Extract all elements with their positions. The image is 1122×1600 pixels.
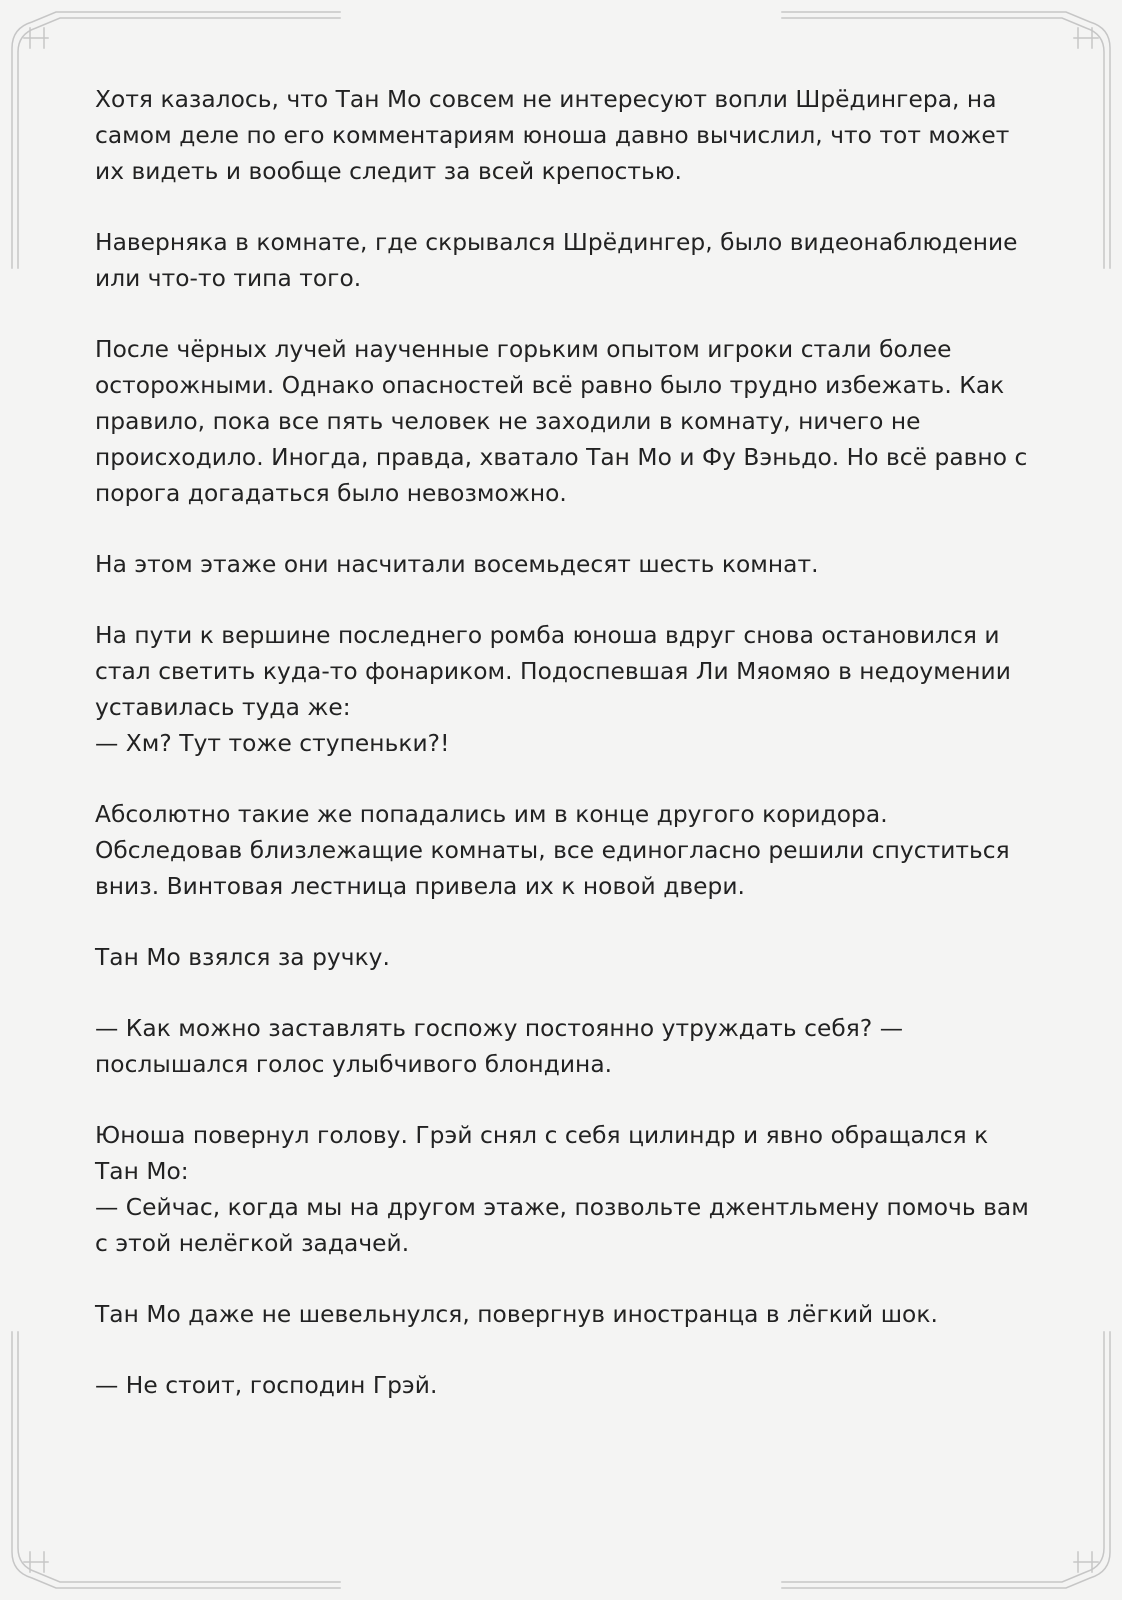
text-line: На пути к вершине последнего ромба юноша вдруг снова остановился и xyxy=(95,622,1000,649)
text-line: Абсолютно такие же попадались им в конце другого коридора. xyxy=(95,801,888,828)
text-line: уставилась туда же: xyxy=(95,694,351,721)
text-line: Тан Мо даже не шевельнулся, повергнув иностранца в лёгкий шок. xyxy=(95,1301,938,1328)
text-line: Юноша повернул голову. Грэй снял с себя цилиндр и явно обращался к xyxy=(95,1122,989,1149)
text-line: Обследовав близлежащие комнаты, все единогласно решили спуститься xyxy=(95,837,1010,864)
paragraph-9 xyxy=(95,1118,1030,1262)
text-line: происходило. Иногда, правда, хватало Тан Мо и Фу Вэньдо. Но всё равно с xyxy=(95,444,1028,471)
paragraph-10 xyxy=(95,1297,1030,1333)
text-line: правило, пока все пять человек не заходили в комнату, ничего не xyxy=(95,408,921,435)
text-line: их видеть и вообще следит за всей крепостью. xyxy=(95,158,682,185)
text-line: или что-то типа того. xyxy=(95,265,362,292)
paragraph-6 xyxy=(95,797,1030,905)
text-line: осторожными. Однако опасностей всё равно было трудно избежать. Как xyxy=(95,372,1005,399)
paragraph-1 xyxy=(95,82,1030,190)
text-line: с этой нелёгкой задачей. xyxy=(95,1230,410,1257)
paragraph-11 xyxy=(95,1368,1030,1404)
text-line: После чёрных лучей наученные горьким опытом игроки стали более xyxy=(95,336,952,363)
text-line: стал светить куда-то фонариком. Подоспевшая Ли Мяомяо в недоумении xyxy=(95,658,1011,685)
text-line: На этом этаже они насчитали восемьдесят шесть комнат. xyxy=(95,551,819,578)
text-line: Тан Мо взялся за ручку. xyxy=(95,944,390,971)
text-line: порога догадаться было невозможно. xyxy=(95,480,567,507)
text-line: самом деле по его комментариям юноша давно вычислил, что тот может xyxy=(95,122,1010,149)
paragraph-7 xyxy=(95,940,1030,976)
dialogue-line: — Как можно заставлять госпожу постоянно утруждать себя? — xyxy=(95,1015,904,1042)
paragraph-4 xyxy=(95,547,1030,583)
paragraph-3 xyxy=(95,332,1030,512)
text-line: вниз. Винтовая лестница привела их к новой двери. xyxy=(95,873,745,900)
text-line: Наверняка в комнате, где скрывался Шрёдингер, было видеонаблюдение xyxy=(95,229,1018,256)
paragraph-5 xyxy=(95,618,1030,762)
document-body xyxy=(95,82,1030,1439)
text-line: послышался голос улыбчивого блондина. xyxy=(95,1051,613,1078)
dialogue-line: — Сейчас, когда мы на другом этаже, позвольте джентльмену помочь вам xyxy=(95,1194,1029,1221)
dialogue-line: — Хм? Тут тоже ступеньки?! xyxy=(95,730,450,757)
text-line: Хотя казалось, что Тан Мо совсем не интересуют вопли Шрёдингера, на xyxy=(95,86,997,113)
paragraph-8 xyxy=(95,1011,1030,1083)
text-line: Тан Мо: xyxy=(95,1158,189,1185)
dialogue-line: — Не стоит, господин Грэй. xyxy=(95,1372,438,1399)
paragraph-2 xyxy=(95,225,1030,297)
